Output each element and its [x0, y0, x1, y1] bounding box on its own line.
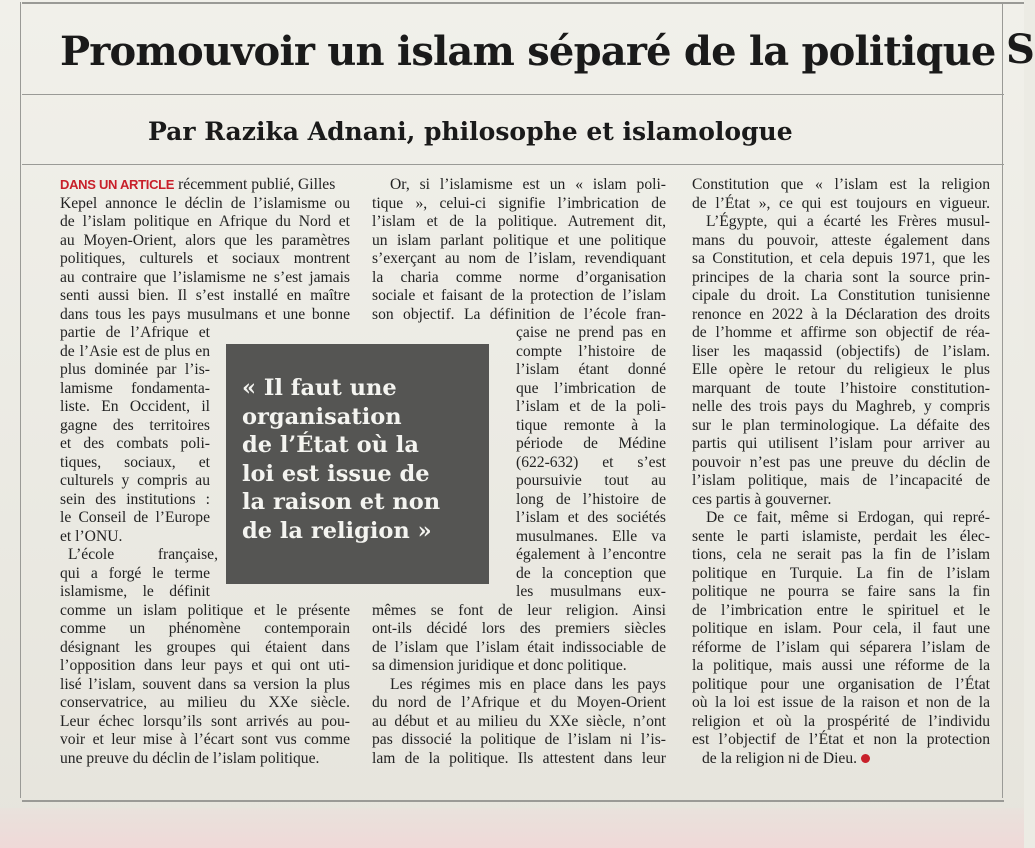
text-line: lamisme fondamenta- [60, 379, 210, 397]
text-line: De ce fait, même si Erdogan, qui repré- [706, 509, 990, 526]
text-line: islamisme, le définit [60, 583, 210, 600]
text-line: l’islam étant donné [516, 361, 666, 378]
text-line: au début et au milieu du XXe siècle, n’ont [372, 712, 666, 730]
text-line: sa Constitution, et cela depuis 1971, que les [692, 250, 990, 267]
text-line: du nord de l’Afrique et du Moyen-Orient [372, 694, 666, 711]
text-line: Kepel annonce le déclin de l’islamisme ou [60, 194, 350, 212]
byline: Par Razika Adnani, philosophe et islamologue [148, 117, 793, 146]
text-line: l’islam et des sociétés [516, 509, 666, 526]
text-line: dans tous les pays musulmans et une bonne [60, 305, 350, 323]
text-line: cipale du droit. La Constitution tunisienne [692, 287, 990, 304]
text-line: réforme de l’islam qui séparera l’islam de [692, 638, 990, 656]
pull-quote-box [226, 344, 489, 584]
text-line: Elle opère le retour du religieux le plus [692, 361, 990, 378]
text-line: politique ne pourra se faire sans la fin [692, 583, 990, 600]
text-line: la politique, mais aussi une réforme de la [692, 657, 990, 674]
left-border [20, 2, 21, 798]
text-line: voir et leur mise à l’écart sont vus comme [60, 731, 350, 748]
text-line [60, 176, 350, 195]
pull-quote-line: de l’État où la [242, 432, 419, 459]
pull-quote-line: « Il faut une [242, 375, 397, 401]
page-bottom-strip [0, 808, 1024, 848]
text-line: le Conseil de l’Europe [60, 509, 210, 526]
text-line: plus dominée par l’is- [60, 361, 210, 378]
right-border [1002, 2, 1003, 798]
text-line: pouvoir n’est pas une preuve du déclin de [692, 453, 990, 471]
pull-quote-line: la raison et non [242, 489, 441, 516]
text-line: (622-632) et s’est [516, 453, 666, 471]
column-3 [692, 176, 990, 768]
text-line: L’Égypte, qui a écarté les Frères musul- [706, 213, 990, 230]
text-line: mêmes se font de leur religion. Ainsi [372, 601, 666, 619]
text-line: nelle des trois pays du Maghreb, y compris [692, 398, 990, 415]
text-line: senti aussi bien. Il s’est installé en maître [60, 287, 350, 304]
pull-quote-text [242, 374, 482, 546]
text-line: politique en Turquie. La fin de l’islam [692, 564, 990, 582]
text-line: religion et où la prospérité de l’individu [692, 712, 990, 730]
text-line: de l’islam politique en Afrique du Nord et [60, 213, 350, 230]
text-line: politique en islam. Pour cela, il faut une [692, 620, 990, 637]
text-line: que l’imbrication de [516, 379, 666, 397]
text-line: s’exerçant au nom de l’islam, revendiquant [372, 250, 666, 267]
text-line: un islam parlant politique et une politique [372, 231, 666, 249]
text-line: L’école française, [68, 546, 218, 563]
text-line: de l’État », ce qui est toujours en vigueur. [692, 194, 990, 212]
text-line: politique pour une organisation de l’État [692, 675, 990, 693]
text-line: tiques, sociaux, et [60, 453, 210, 471]
text-line: Leur échec lorsqu’ils sont arrivés au pou- [60, 712, 350, 730]
text-line: pas dissocié la politique de l’islam ni l’is- [372, 731, 666, 748]
text-line: période de Médine [516, 435, 666, 452]
text-line: marquant de toute l’histoire constitution- [692, 379, 990, 397]
text-line: partis qui utilisent l’islam pour arriver au [692, 435, 990, 452]
text-line: liser les maqassid (objectifs) de l’islam. [692, 342, 990, 360]
text-line: Les régimes mis en place dans les pays [390, 675, 666, 693]
byline-rule [22, 164, 1004, 165]
text-line: désignant les groupes qui étaient dans [60, 638, 350, 656]
text-line: l’islam et de la politique. Autrement dit, [372, 213, 666, 230]
text-line: mans du pouvoir, atteste également dans [692, 231, 990, 249]
article-kicker: DANS UN ARTICLE [60, 177, 175, 192]
text-line: son objectif. La définition de l’école fran- [372, 305, 666, 323]
text-line: et l’ONU. [60, 527, 123, 545]
text-line: gagne des territoires [60, 416, 210, 434]
text-line: Or, si l’islamisme est un « islam poli- [390, 176, 666, 193]
text-line: ces partis à gouverner. [692, 490, 832, 508]
text-line: sente le parti islamiste, perdait les élec- [692, 527, 990, 545]
text-line: sa dimension juridique et donc politique. [372, 657, 627, 674]
text-line: de l’imbrication entre le spirituel et le [692, 601, 990, 619]
text-line: de l’homme et affirme son objectif de réa- [692, 324, 990, 341]
text-line: l’opposition dans leur pays et qui ont uti- [60, 657, 350, 674]
text-line: musulmanes. Elle va [516, 527, 666, 545]
pull-quote-line: de la religion » [242, 517, 432, 544]
top-rule [22, 2, 1024, 4]
text-line: et des combats poli- [60, 435, 210, 452]
text-line: l’islam et de la poli- [516, 398, 666, 415]
pull-quote-line: loi est issue de [242, 460, 430, 487]
text-line: conservatrice, au milieu du XXe siècle. [60, 694, 350, 711]
text-line: de l’Asie est de plus en [60, 342, 210, 360]
text-line: compte l’histoire de [516, 342, 666, 360]
text-line: çaise ne prend pas en [516, 324, 666, 341]
text-line: renonce en 2022 à la Déclaration des droits [692, 305, 990, 323]
article-title: Promouvoir un islam séparé de la politique [60, 28, 996, 75]
text-line: poursuivie tout au [516, 472, 666, 489]
text-line: au contraire que l’islamisme ne s’est jamais [60, 268, 350, 286]
text-line: sur le plan terminologique. La défaite des [692, 416, 990, 434]
text-line: les musulmans eux- [516, 583, 666, 600]
adjacent-article-fragment: S [1006, 26, 1035, 73]
pull-quote-line: organisation [242, 403, 402, 430]
text-line: principes de la charia sont la source prin- [692, 268, 990, 286]
text-line: la charia comme norme d’organisation [372, 268, 666, 286]
text-line: sociale et faisant de la protection de l’islam [372, 287, 666, 304]
text-line: lisé l’islam, souvent dans sa version la plus [60, 675, 350, 693]
text-line: ont-ils décidé lors des premiers siècles [372, 620, 666, 637]
text-line: tions, cela ne serait pas la fin de l’islam [692, 546, 990, 563]
text-line: de la conception que [516, 564, 666, 582]
text-line: qui a forgé le terme [60, 564, 210, 582]
text-line: Constitution que « l’islam est la religion [692, 176, 990, 193]
bottom-rule [22, 800, 1004, 802]
end-mark-icon [861, 754, 870, 763]
text-line: long de l’histoire de [516, 490, 666, 508]
text-line: où la loi est issue de la raison et non de la [692, 694, 990, 711]
text-line: également à l’encontre [516, 546, 666, 563]
title-rule [22, 94, 1004, 95]
text-line: liste. En Occident, il [60, 398, 210, 415]
text-line: une preuve du déclin de l’islam politique. [60, 749, 320, 767]
text-line: tique », celui-ci signifie l’imbrication de [372, 194, 666, 212]
text-line: de l’islam que l’islam était indissociable de [372, 638, 666, 656]
text-fragment: récemment publié, Gilles [174, 176, 336, 193]
text-line: culturels y compris au [60, 472, 210, 489]
text-line: est l’objectif de l’État et non la protection [692, 731, 990, 748]
text-line: comme un islam politique et le présente [60, 601, 350, 619]
text-line: l’islam politique, mais de l’incapacité de [692, 472, 990, 489]
text-line: partie de l’Afrique et [60, 324, 210, 341]
text-line: lam de la politique. Ils attestent dans leur [372, 749, 666, 767]
text-line: tique remonte à la [516, 416, 666, 434]
text-line: comme un phénomène contemporain [60, 620, 350, 637]
text-line: sein des institutions : [60, 490, 210, 508]
text-line: de la religion ni de Dieu. [692, 750, 990, 769]
text-line: politiques, culturels et sociaux montrent [60, 250, 350, 267]
text-line: au Moyen-Orient, alors que les paramètres [60, 231, 350, 249]
